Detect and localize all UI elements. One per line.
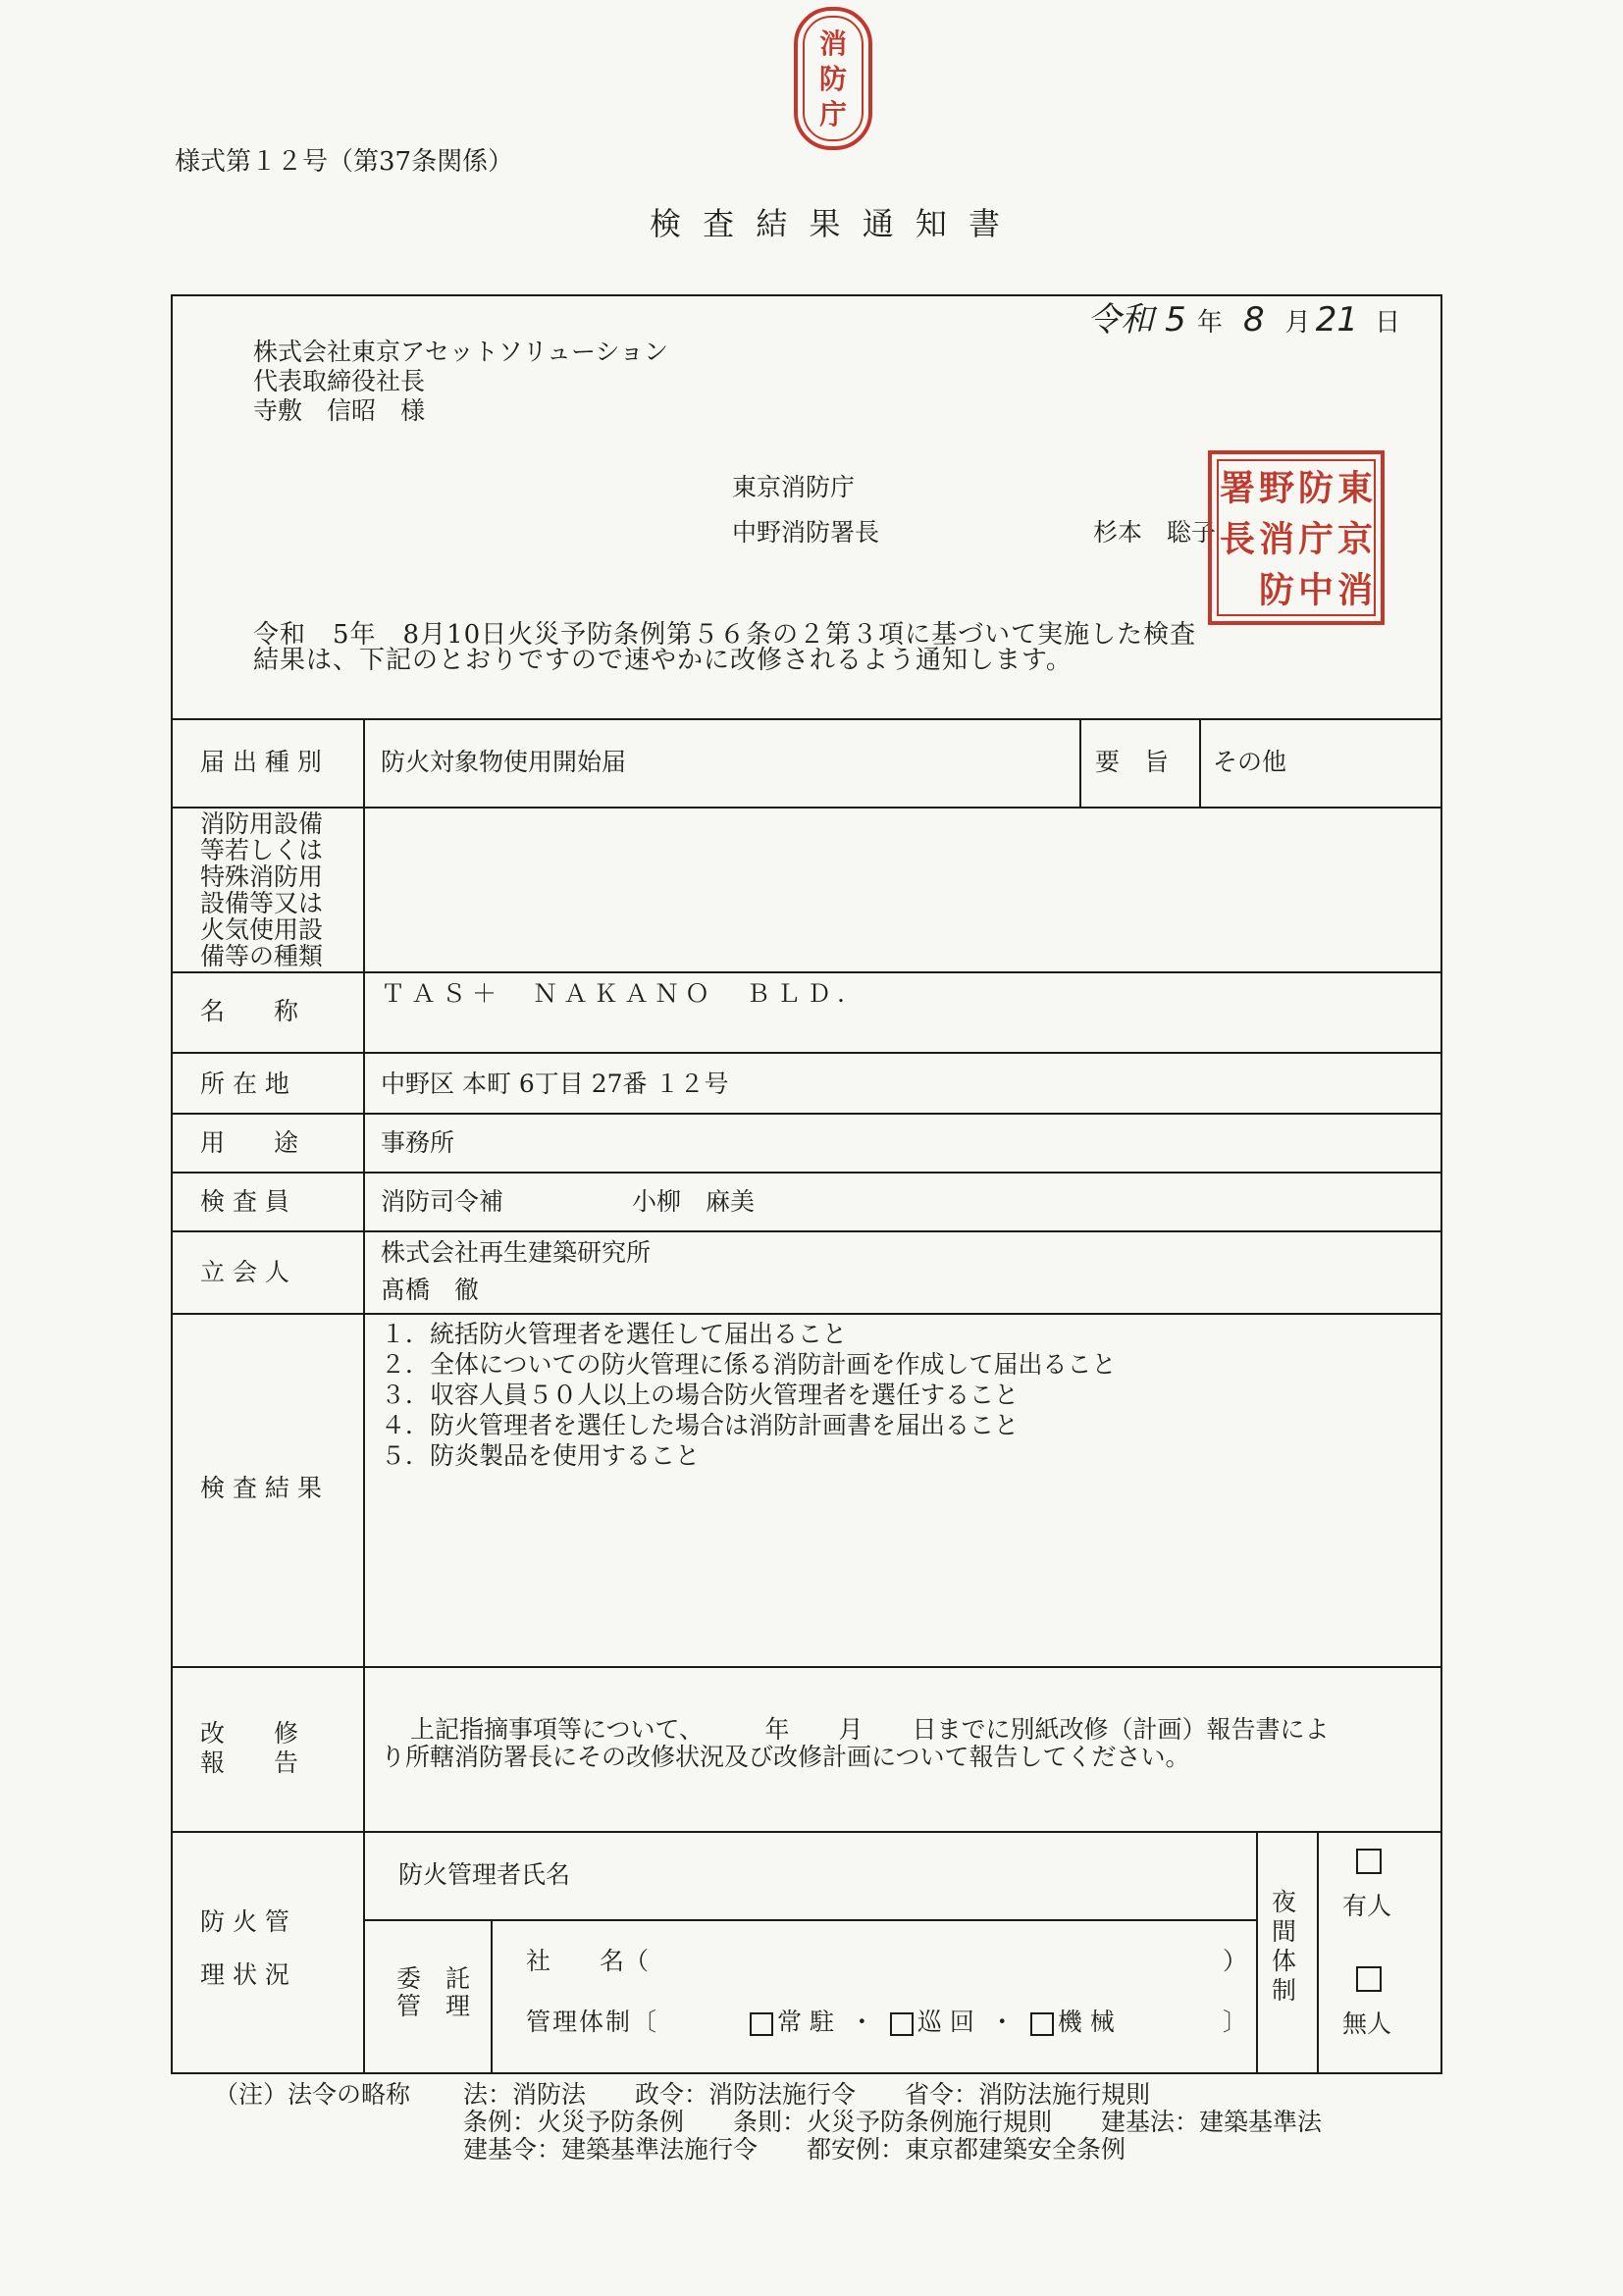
- checkbox-resident[interactable]: [750, 2012, 773, 2036]
- official-seal-char: 防: [1258, 569, 1295, 611]
- usage-value: 事務所: [381, 1128, 455, 1157]
- official-seal-char: 京: [1336, 518, 1374, 560]
- entrust-divider: [491, 1919, 493, 2074]
- option-machine: 機 械: [1057, 2008, 1115, 2036]
- results-label: 検 査 結 果: [200, 1474, 322, 1502]
- night-staffed-label: 有人: [1342, 1892, 1392, 1920]
- row-divider: [171, 1666, 1442, 1668]
- inspector-rank: 消防司令補: [381, 1187, 504, 1216]
- night-divider-left: [1256, 1831, 1258, 2074]
- row-divider: [171, 1052, 1442, 1054]
- date-era: 令和: [1087, 300, 1154, 339]
- management-system-close: 〕: [1223, 2008, 1248, 2036]
- summary-label: 要 旨: [1095, 748, 1170, 776]
- inspector-name: 小柳 麻美: [632, 1187, 756, 1216]
- official-seal-char: 中: [1297, 569, 1335, 611]
- equipment-label: [200, 810, 323, 969]
- date-month-unit: 月: [1284, 308, 1311, 338]
- building-name-label: 名 称: [200, 997, 299, 1025]
- option-resident: 常 駐: [777, 2008, 834, 2036]
- usage-label: 用 途: [200, 1128, 299, 1157]
- company-name-close: ）: [1223, 1947, 1248, 1975]
- row-divider: [171, 1172, 1442, 1174]
- row-divider: [171, 1313, 1442, 1315]
- official-seal-char: 東: [1336, 467, 1374, 509]
- equipment-label-line: 設備等又は: [200, 889, 324, 917]
- manager-name-label: 防火管理者氏名: [398, 1860, 571, 1889]
- row-divider: [171, 718, 1442, 720]
- witness-company: 株式会社再生建築研究所: [381, 1238, 652, 1267]
- row-divider: [171, 807, 1442, 809]
- result-item: ５．防炎製品を使用すること: [381, 1441, 701, 1470]
- location-value: 中野区 本町 6丁目 27番 １２号: [381, 1070, 729, 1098]
- fire-management-label-2: 理 状 況: [200, 1960, 289, 1989]
- result-item: ４．防火管理者を選任した場合は消防計画書を届出ること: [381, 1411, 1020, 1439]
- company-name-label: 社 名（: [526, 1947, 650, 1975]
- row-divider: [171, 971, 1442, 973]
- official-seal-char: 防: [1297, 467, 1335, 509]
- equipment-label-line: 火気使用設: [200, 915, 324, 944]
- issuer-station: 中野消防署長: [732, 518, 880, 547]
- top-seal-char-2: 庁: [818, 98, 848, 130]
- result-item: ３．収容人員５０人以上の場合防火管理者を選任すること: [381, 1381, 1020, 1409]
- repair-report-label-1: 改 修: [200, 1719, 299, 1748]
- issue-date: [1087, 292, 1400, 341]
- label-column-divider: [363, 718, 365, 2074]
- management-system-options: [750, 2008, 1115, 2037]
- repair-report-line-1: 上記指摘事項等について、 年 月 日までに別紙改修（計画）報告書によ: [410, 1715, 1330, 1744]
- night-unstaffed-label: 無人: [1342, 2009, 1392, 2038]
- date-day-unit: 日: [1375, 308, 1401, 338]
- top-seal-char-0: 消: [818, 27, 848, 60]
- results-list: [381, 1319, 1117, 1471]
- notice-line-1: 令和 5年 8月10日火災予防条例第５６条の２第３項に基づいて実施した検査: [253, 620, 1197, 650]
- option-patrol: 巡 回: [916, 2008, 974, 2036]
- location-label: 所 在 地: [200, 1070, 289, 1098]
- notification-type-value: 防火対象物使用開始届: [381, 748, 627, 776]
- row-divider: [171, 1230, 1442, 1232]
- summary-divider-right: [1199, 718, 1201, 807]
- footnote-line-3: 建基令：建築基準法施行令 都安例：東京都建築安全条例: [463, 2135, 1126, 2164]
- result-item: ２．全体についての防火管理に係る消防計画を作成して届出ること: [381, 1350, 1117, 1379]
- option-separator: ・: [989, 2008, 1015, 2036]
- night-unstaffed-checkbox[interactable]: [1356, 1966, 1382, 1992]
- witness-label: 立 会 人: [200, 1258, 289, 1286]
- night-staffed-checkbox[interactable]: [1356, 1849, 1382, 1874]
- summary-value: その他: [1213, 748, 1287, 776]
- official-seal-char: 消: [1258, 518, 1295, 560]
- footnote-line-2: 条例：火災予防条例 条則：火災予防条例施行規則 建基法：建築基準法: [463, 2108, 1323, 2136]
- equipment-label-line: 消防用設備: [200, 809, 324, 838]
- addressee-company: 株式会社東京アセットソリューション: [253, 338, 669, 366]
- night-system-label: 夜間体制: [1272, 1888, 1297, 2005]
- date-year: 5: [1165, 300, 1186, 339]
- top-seal-char-1: 防: [818, 63, 848, 95]
- inspector-label: 検 査 員: [200, 1187, 289, 1216]
- official-seal-char: 長: [1219, 518, 1256, 560]
- notification-type-label: 届 出 種 別: [200, 748, 322, 776]
- official-seal-graphic: [1207, 449, 1386, 626]
- repair-report-line-2: り所轄消防署長にその改修状況及び改修計画について報告してください。: [381, 1743, 1190, 1771]
- official-seal-char: 消: [1336, 569, 1374, 611]
- building-name-value: ＴＡＳ＋ ＮＡＫＡＮＯ ＢＬＤ.: [381, 979, 851, 1008]
- checkbox-machine[interactable]: [1030, 2012, 1054, 2036]
- entrust-label-2: 管 理: [396, 1992, 471, 2020]
- official-seal-char: 庁: [1297, 518, 1335, 560]
- form-number: 様式第１２号（第37条関係）: [175, 147, 514, 177]
- checkbox-patrol[interactable]: [890, 2012, 914, 2036]
- equipment-label-line: 等若しくは: [200, 836, 324, 864]
- official-seal: [1207, 449, 1386, 626]
- addressee-position: 代表取締役社長: [253, 367, 426, 395]
- fire-management-label-1: 防 火 管: [200, 1907, 289, 1936]
- issuer-agency: 東京消防庁: [732, 473, 856, 501]
- result-item: １．統括防火管理者を選任して届出ること: [381, 1320, 848, 1348]
- equipment-label-line: 特殊消防用: [200, 862, 324, 891]
- page-title: 検 査 結 果 通 知 書: [650, 205, 1007, 242]
- date-month: 8: [1242, 300, 1265, 339]
- notice-line-2: 結果は、下記のとおりですので速やかに改修されるよう通知します。: [253, 646, 1073, 675]
- witness-name: 髙橋 徹: [381, 1276, 480, 1304]
- option-separator: ・: [849, 2008, 874, 2036]
- top-seal: [793, 6, 873, 151]
- row-divider: [171, 1831, 1442, 1833]
- top-seal-graphic: [793, 6, 873, 151]
- row-divider: [171, 1113, 1442, 1115]
- entrust-label-1: 委 託: [396, 1964, 471, 1993]
- date-year-unit: 年: [1196, 308, 1223, 338]
- equipment-label-line: 備等の種類: [200, 942, 324, 970]
- fire-management-divider: [363, 1919, 1256, 1921]
- official-seal-char: 署: [1219, 467, 1256, 509]
- issuer-name: 杉本 聡子: [1093, 518, 1217, 547]
- date-day: 21: [1315, 300, 1359, 339]
- night-divider-right: [1317, 1831, 1319, 2074]
- addressee-name: 寺敷 信昭 様: [253, 396, 426, 425]
- footnote-line-1: 法：消防法 政令：消防法施行令 省令：消防法施行規則: [463, 2080, 1151, 2109]
- footnote-title: （注）法令の略称: [214, 2080, 411, 2109]
- management-system-label: 管理体制〔: [526, 2008, 659, 2036]
- official-seal-char: 野: [1258, 467, 1295, 509]
- summary-divider-left: [1079, 718, 1081, 807]
- repair-report-label-2: 報 告: [200, 1748, 299, 1777]
